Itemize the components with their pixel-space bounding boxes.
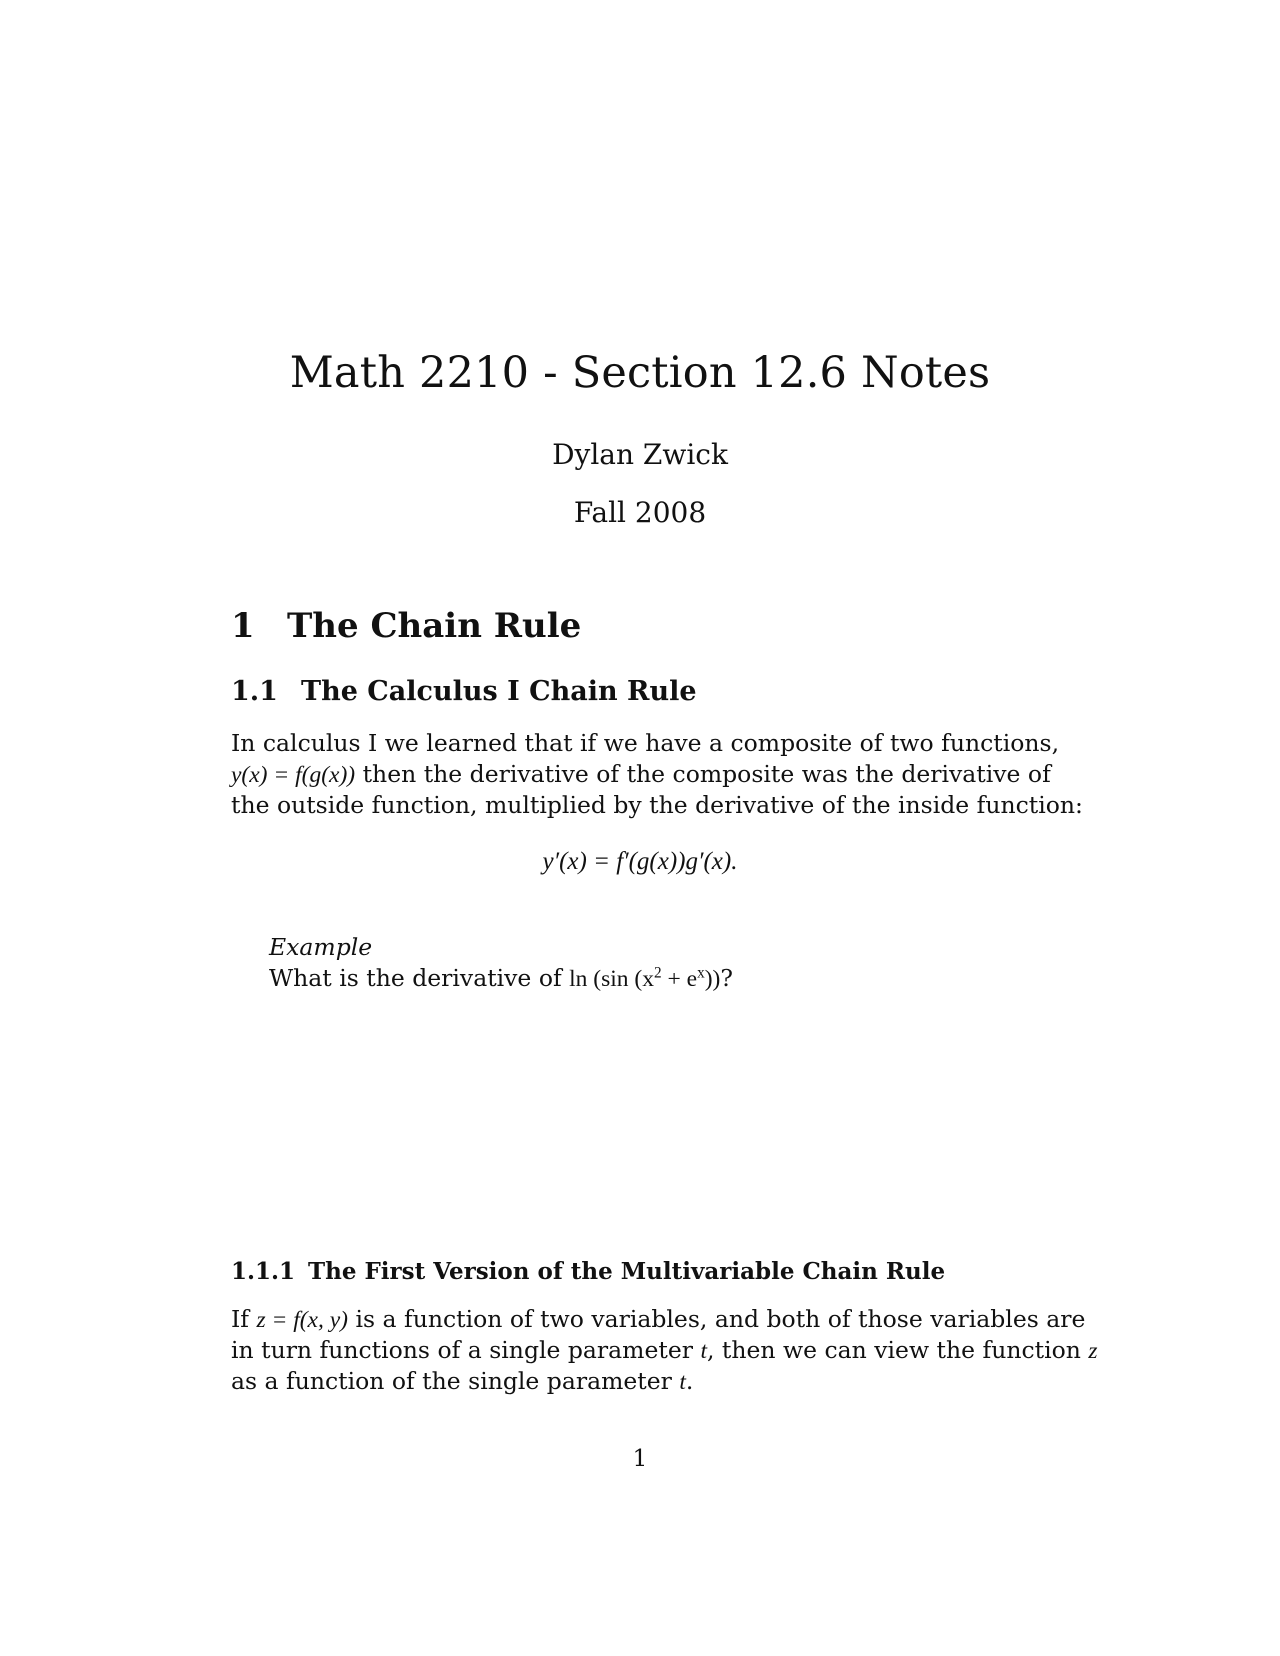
inline-math: y(x) = f(g(x)) [231,762,356,788]
chain-rule-equation: y′(x) = f′(g(x))g′(x). [542,848,738,875]
paragraph-line: in turn functions of a single parameter t, then we can view the function z [231,1336,1098,1364]
page-number: 1 [632,1446,648,1472]
paragraph-multivariable-chain-rule [231,1304,1098,1397]
section-title: The Chain Rule [287,606,582,646]
paragraph-line: If z = f(x, y) is a function of two variables, and both of those variables are [231,1305,1086,1333]
paragraph-line: y(x) = f(g(x)) then the derivative of the composite was the derivative of [231,760,1051,788]
inline-math: t [700,1338,707,1364]
subsection-title: The Calculus I Chain Rule [301,676,697,707]
paragraph-line: In calculus I we learned that if we have a composite of two functions, [231,729,1060,757]
section-number: 1 [231,606,255,646]
paragraph-line: the outside function, multiplied by the derivative of the inside function: [231,791,1083,819]
inline-math: ln (sin $(x^2 + e^x)$) [569,964,721,992]
author-name: Dylan Zwick [552,438,728,471]
subsection-number: 1.1 [231,676,278,707]
inline-math: z [1088,1338,1098,1364]
section-heading-chain-rule [231,606,581,646]
document-title: Math 2210 - Section 12.6 Notes [289,348,991,398]
document-date: Fall 2008 [573,496,707,529]
inline-math: z = f(x, y) [256,1307,348,1333]
example-question: What is the derivative of ln (sin $(x^2 + e^x)$)? [269,964,733,992]
subsubsection-number: 1.1.1 [231,1258,296,1285]
paragraph-calculus-i-chain-rule [231,728,1083,821]
subsection-heading-calculus-i [231,676,697,707]
example-block [269,932,733,995]
example-label: Example [269,933,373,961]
paragraph-line: as a function of the single parameter t. [231,1367,694,1395]
inline-math: t [679,1369,686,1395]
subsubsection-heading-multivariable [231,1258,945,1285]
subsubsection-title: The First Version of the Multivariable Chain Rule [308,1258,946,1285]
